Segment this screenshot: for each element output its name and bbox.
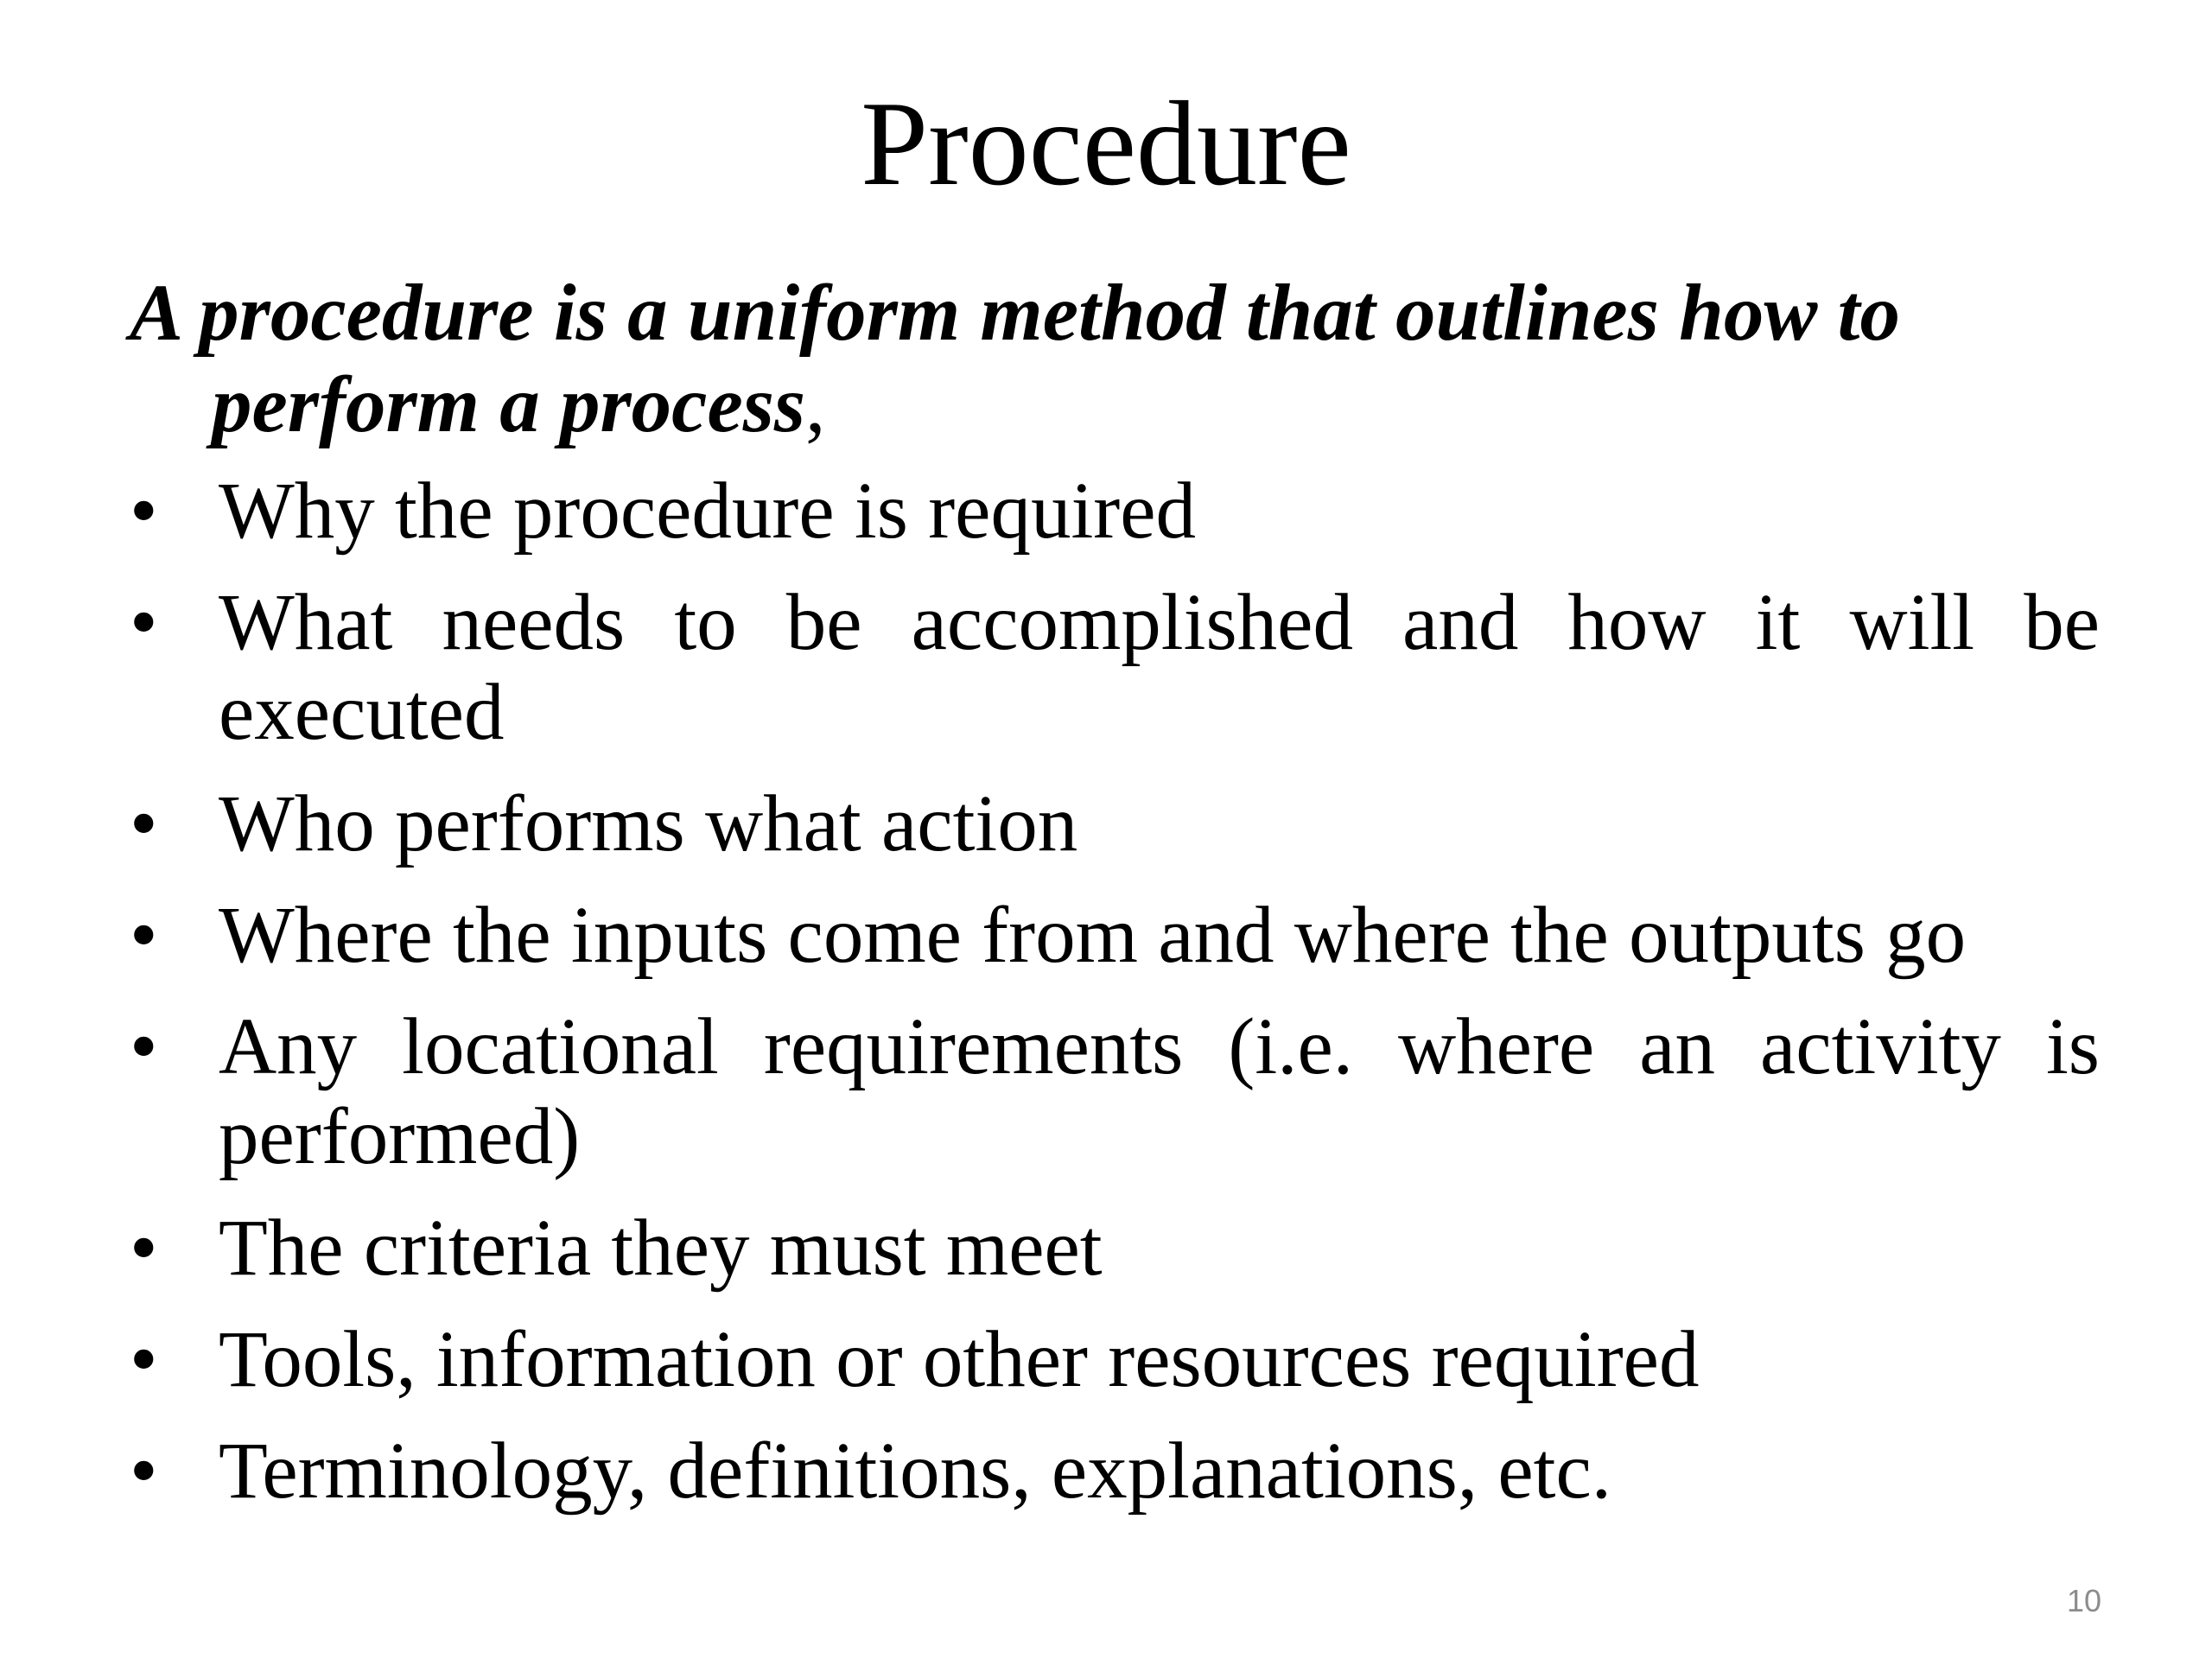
intro-text: A procedure is a uniform method that outlines how to perform a process — [130, 269, 1900, 449]
bullet-dot-icon: • — [130, 779, 158, 868]
bullet-dot-icon: • — [130, 891, 158, 980]
page-number: 10 — [2066, 1583, 2101, 1618]
bullet-list — [130, 467, 2100, 1538]
bullet-item — [130, 1427, 2100, 1516]
bullet-text: What needs to be accomplished and how it will be executed — [219, 578, 2100, 757]
bullet-item — [130, 1002, 2100, 1182]
bullet-text: Who performs what action — [219, 779, 1078, 868]
slide-title: Procedure — [861, 77, 1351, 211]
intro-trailing-comma: , — [805, 360, 826, 449]
bullet-dot-icon: • — [130, 467, 158, 556]
bullet-dot-icon: • — [130, 1315, 158, 1404]
bullet-text: Where the inputs come from and where the outputs go — [219, 891, 1967, 980]
bullet-text: The criteria they must meet — [219, 1204, 1103, 1293]
bullet-dot-icon: • — [130, 1204, 158, 1293]
bullet-item — [130, 578, 2100, 758]
bullet-item — [130, 467, 2100, 556]
bullet-text: Why the procedure is required — [219, 467, 1197, 556]
bullet-dot-icon: • — [130, 1002, 158, 1091]
bullet-item — [130, 1315, 2100, 1405]
bullet-text: Tools, information or other resources required — [219, 1315, 1700, 1404]
bullet-item — [130, 891, 2100, 981]
bullet-item — [130, 779, 2100, 869]
intro-definition — [130, 268, 2100, 451]
bullet-item — [130, 1204, 2100, 1294]
bullet-dot-icon: • — [130, 1427, 158, 1516]
bullet-text: Terminology, definitions, explanations, etc. — [219, 1427, 1612, 1516]
bullet-dot-icon: • — [130, 578, 158, 667]
bullet-text: Any locational requirements (i.e. where an activity is performed) — [219, 1002, 2100, 1181]
